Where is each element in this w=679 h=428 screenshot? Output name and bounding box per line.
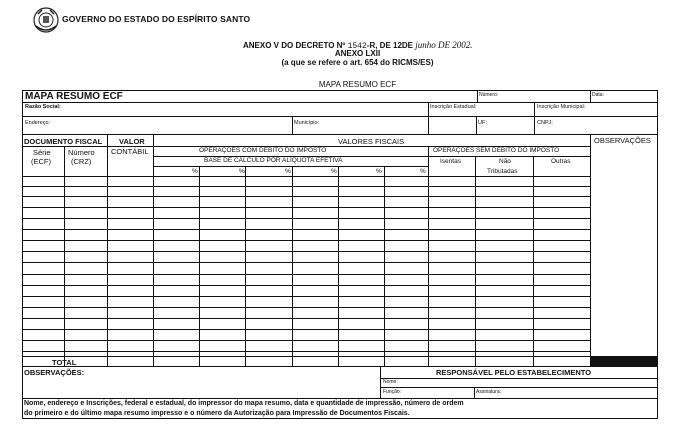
base-calculo-header: BASE DE CÁLCULO POR ALÍQUOTA EFETIVA [204, 157, 343, 164]
valores-fiscais-header: VALORES FISCAIS [338, 137, 405, 146]
footer-bottom [22, 418, 658, 419]
total-row-label: TOTAL [52, 358, 77, 367]
contabil-header: CONTÁBIL [111, 147, 149, 156]
pct-label-5: % [376, 168, 382, 175]
total-row-bottom [22, 366, 658, 367]
endereco-label: Endereço: [25, 120, 51, 126]
footer-divider [380, 366, 381, 398]
decree-number: 1542 [347, 42, 367, 51]
annex-mid: -R, DE 12DE [366, 41, 414, 50]
numero-field-label: Número: [479, 92, 499, 98]
observacoes-column-header: OBSERVAÇÕES [594, 136, 651, 145]
annex-reference: (a que se refere o art. 654 do RICMS/ES) [281, 58, 434, 67]
op-sem-debito-header: OPERAÇÕES SEM DÉBITO DO IMPOSTO [433, 147, 560, 154]
printer-note-line2: do primeiro e do último mapa resumo impresso e o número da Autorização para Impressão de Documentos Fiscais. [24, 410, 410, 417]
footer-divider [474, 387, 475, 398]
cnpj-label: CNPJ: [537, 120, 553, 126]
pct-label-4: % [331, 168, 337, 175]
nao-header: Não [499, 158, 511, 165]
valor-header: VALOR [119, 137, 145, 146]
coat-of-arms-seal [32, 6, 60, 34]
col-line [292, 166, 293, 366]
inscricao-municipal-label: Inscrição Municipal: [537, 104, 586, 110]
col-line [384, 166, 385, 366]
col-line [199, 166, 200, 366]
footer-rule [380, 378, 658, 379]
responsavel-label: RESPONSÁVEL PELO ESTABELECIMENTO [436, 368, 592, 377]
nome-label: Nome: [383, 379, 398, 385]
assinatura-label: Assinatura: [476, 389, 502, 395]
form-title-main: MAPA RESUMO ECF [25, 91, 123, 102]
uf-label: UF: [478, 120, 487, 126]
col-line [338, 166, 339, 366]
col-line [64, 146, 65, 366]
footer-rule [380, 387, 658, 388]
col-line [475, 156, 476, 366]
outras-header: Outras [551, 158, 571, 165]
col-line [533, 156, 534, 366]
documento-fiscal-header: DOCUMENTO FISCAL [24, 137, 103, 146]
op-com-debito-header: OPERAÇÕES COM DÉBITO DO IMPOSTO [199, 147, 327, 154]
footer-rule [22, 398, 658, 399]
header-rule [428, 156, 590, 157]
col-line [590, 134, 591, 366]
form-title-top: MAPA RESUMO ECF [318, 80, 397, 89]
col-line [428, 146, 429, 366]
col-line [153, 134, 154, 366]
annex-prefix: ANEXO V DO DECRETO Nº [243, 41, 346, 50]
header-rule [154, 166, 428, 167]
pct-label-3: % [285, 168, 291, 175]
observacoes-footer-label: OBSERVAÇÕES: [24, 368, 85, 377]
handwritten-date: junho DE 2002. [415, 40, 473, 50]
pct-label-2: % [239, 168, 245, 175]
municipio-label: Município: [294, 120, 320, 126]
total-observacoes-blackout [590, 356, 658, 366]
serie-sub-header: (ECF) [31, 157, 51, 166]
numero-sub-header: (CRZ) [71, 157, 92, 166]
data-field-label: Data: [592, 92, 604, 98]
printer-note-line1: Nome, endereço e Inscrições, federal e estadual, do impressor do mapa resumo, data e quantidade de impressão, número de ordem [24, 400, 464, 407]
tributadas-header: Tributadas [487, 168, 518, 175]
col-line [245, 166, 246, 366]
razao-social-label: Razão Social: [25, 104, 61, 110]
funcao-label: Função: [383, 389, 402, 395]
pct-label-1: % [192, 168, 198, 175]
isentas-header: Isentas [440, 158, 461, 165]
pct-label-6: % [420, 168, 426, 175]
numero-header: Número [68, 148, 95, 157]
total-row-top [22, 356, 658, 357]
annex-number: ANEXO LXII [334, 49, 381, 58]
serie-header: Série [33, 148, 51, 157]
inscricao-estadual-label: Inscrição Estadual: [430, 104, 477, 110]
col-line [107, 134, 108, 366]
government-heading: GOVERNO DO ESTADO DO ESPÍRITO SANTO [62, 14, 251, 24]
